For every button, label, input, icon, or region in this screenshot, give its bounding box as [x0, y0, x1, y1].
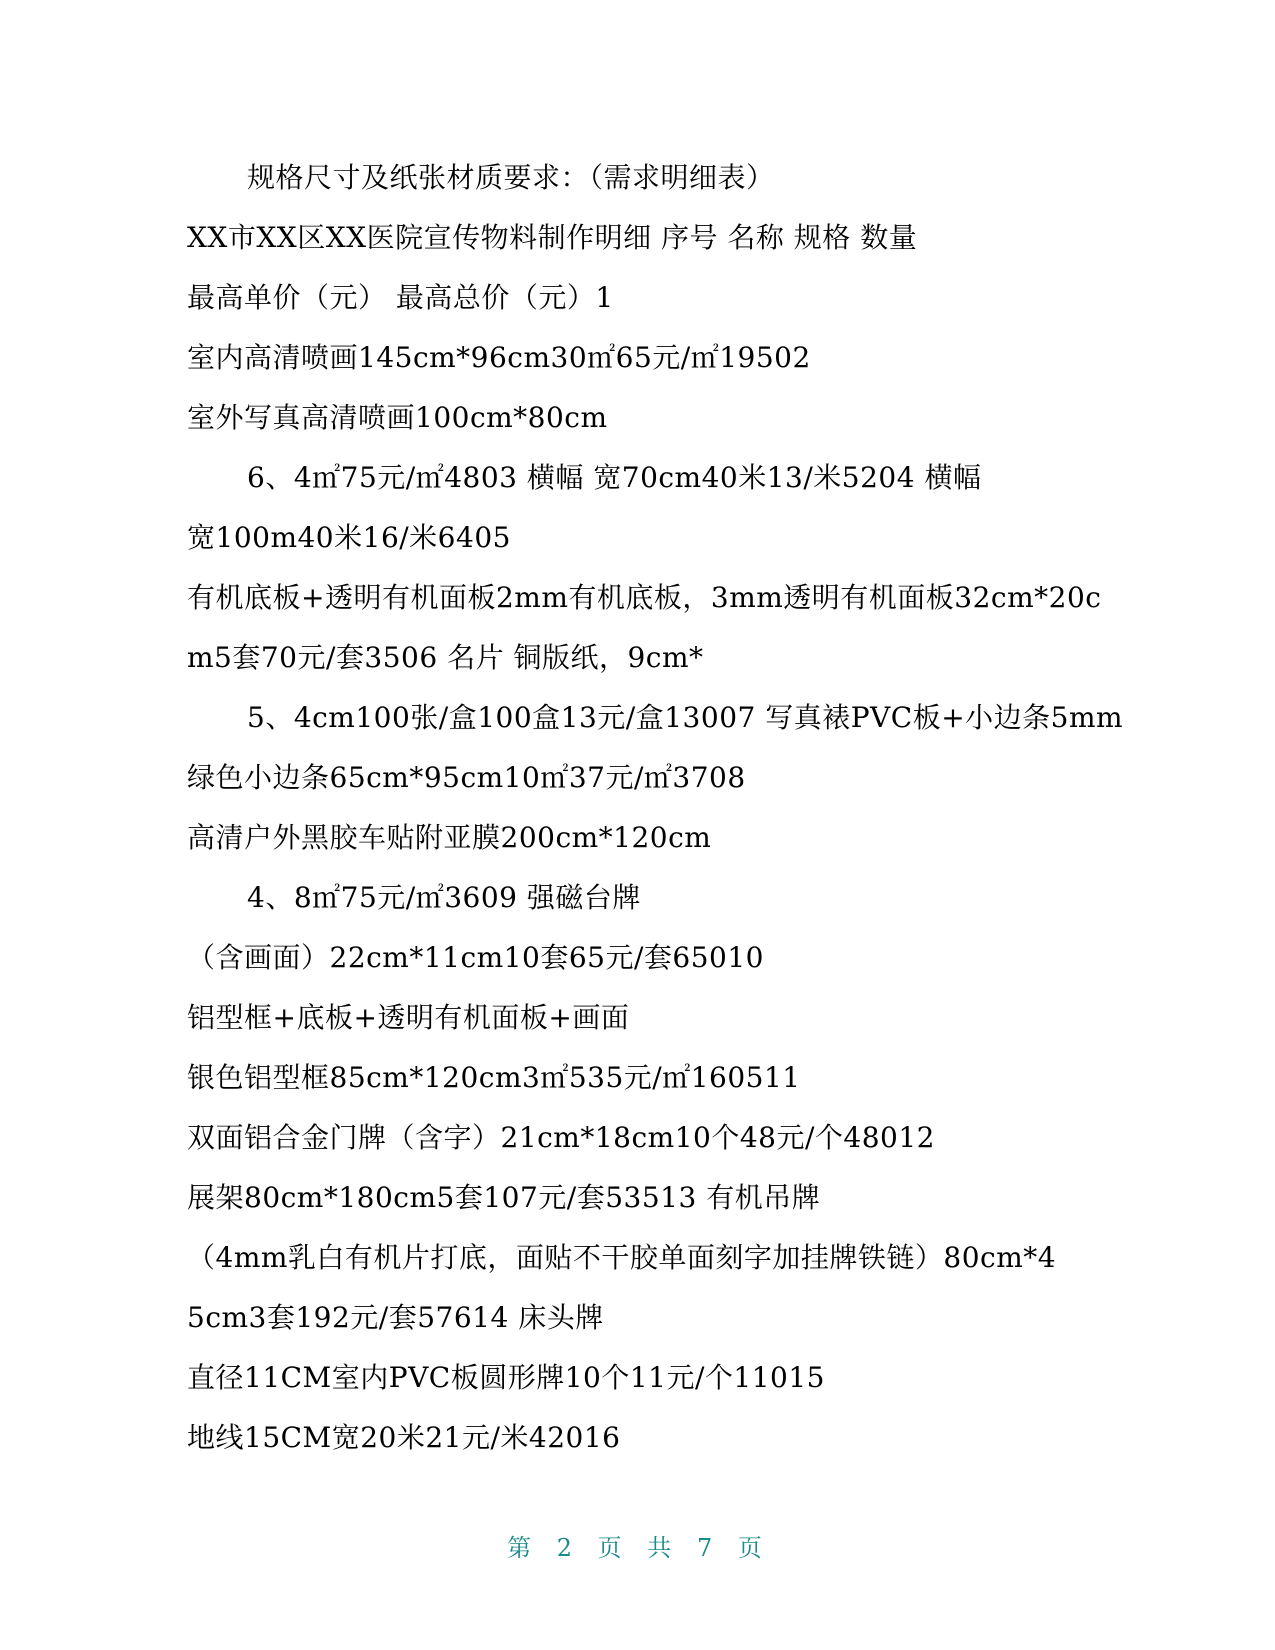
text-line: （含画面）22cm*11cm10套65元/套65010 — [187, 941, 764, 974]
text-line: 双面铝合金门牌（含字）21cm*18cm10个48元/个48012 — [187, 1121, 935, 1154]
text-line: 4、8㎡75元/㎡3609 强磁台牌 — [247, 881, 641, 914]
text-line: 5、4cm100张/盒100盒13元/盒13007 写真裱PVC板+小边条5mm — [247, 701, 1124, 734]
text-line: 高清户外黑胶车贴附亚膜200cm*120cm — [187, 821, 712, 854]
text-line: XX市XX区XX医院宣传物料制作明细 序号 名称 规格 数量 — [187, 221, 918, 254]
text-line: 最高单价（元） 最高总价（元）1 — [187, 281, 614, 314]
text-line: 5cm3套192元/套57614 床头牌 — [187, 1301, 604, 1334]
text-line: 有机底板+透明有机面板2mm有机底板，3mm透明有机面板32cm*20c — [187, 581, 1102, 614]
text-line: 银色铝型框85cm*120cm3㎡535元/㎡160511 — [187, 1061, 801, 1094]
text-line: 室外写真高清喷画100cm*80cm — [187, 401, 608, 434]
text-line: （4mm乳白有机片打底，面贴不干胶单面刻字加挂牌铁链）80cm*4 — [187, 1241, 1057, 1274]
text-line: 宽100m40米16/米6405 — [187, 521, 511, 554]
text-line: 6、4㎡75元/㎡4803 横幅 宽70cm40米13/米5204 横幅 — [247, 461, 982, 494]
text-line: 地线15CM宽20米21元/米42016 — [187, 1421, 621, 1454]
text-line: 展架80cm*180cm5套107元/套53513 有机吊牌 — [187, 1181, 821, 1214]
text-line: m5套70元/套3506 名片 铜版纸，9cm* — [187, 641, 704, 674]
text-line: 规格尺寸及纸张材质要求：（需求明细表） — [247, 161, 775, 194]
text-line: 绿色小边条65cm*95cm10㎡37元/㎡3708 — [187, 761, 746, 794]
text-line: 室内高清喷画145cm*96cm30㎡65元/㎡19502 — [187, 341, 811, 374]
page-number-footer: 第 2 页 共 7 页 — [507, 1534, 768, 1562]
text-line: 直径11CM室内PVC板圆形牌10个11元/个11015 — [187, 1361, 825, 1394]
document-body — [187, 148, 1124, 1468]
text-line: 铝型框+底板+透明有机面板+画面 — [187, 1001, 630, 1034]
